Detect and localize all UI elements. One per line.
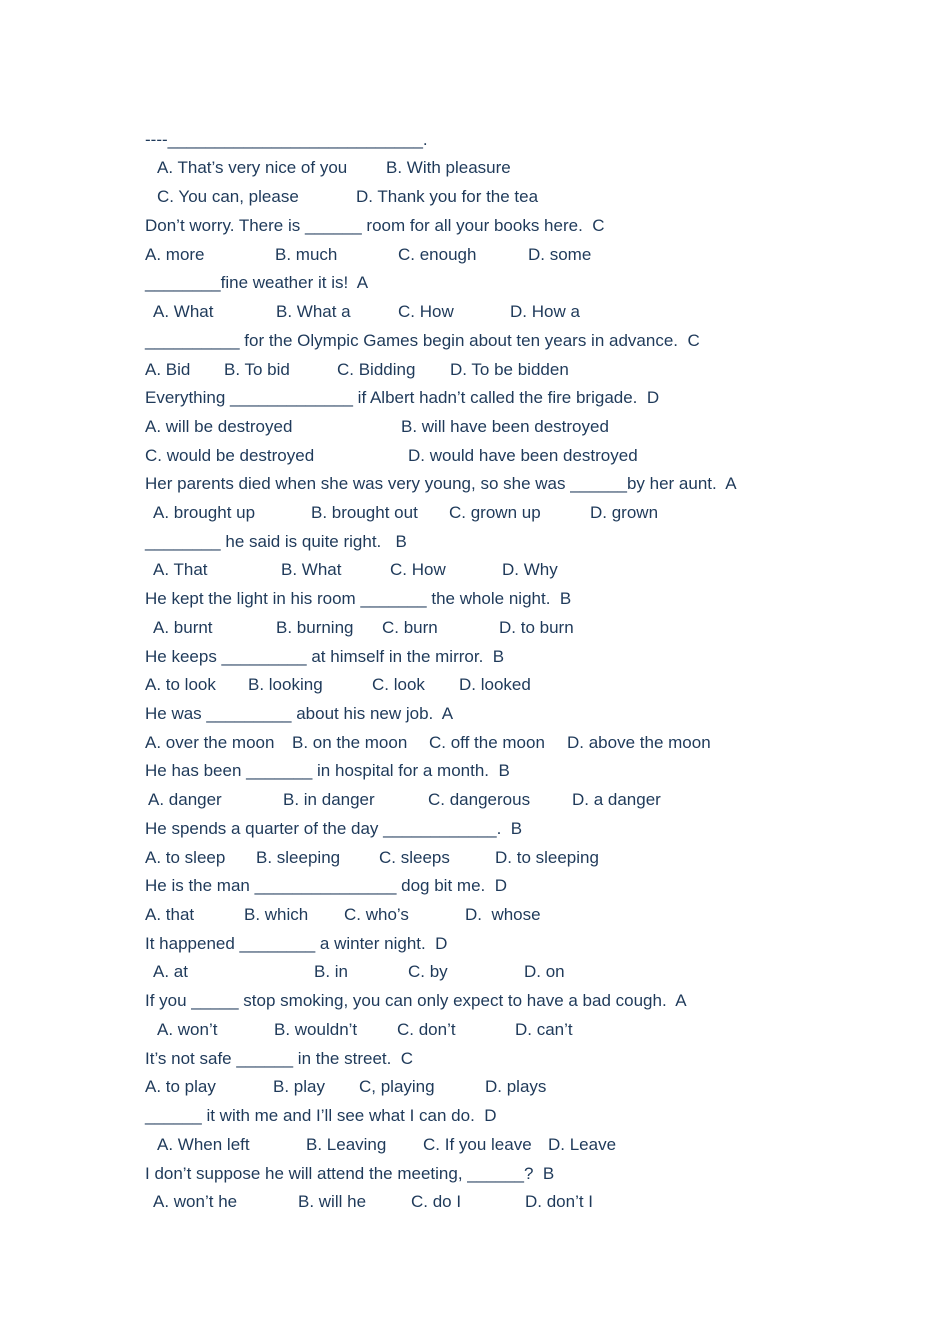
option: D. Thank you for the tea [356,187,539,206]
question-line: He kept the light in his room _______ the whole night. B [145,589,572,608]
option: C. How [398,302,454,321]
question-line: If you _____ stop smoking, you can only expect to have a bad cough. A [145,991,687,1010]
option: B. To bid [224,360,290,379]
option: C. dangerous [428,790,531,809]
option: B. much [275,245,338,264]
option: A. that [145,905,195,924]
option: B. will have been destroyed [401,417,609,436]
option: B. wouldn’t [274,1020,358,1039]
option: B. What a [276,302,351,321]
option: D. can’t [515,1020,573,1039]
option: D. plays [485,1077,547,1096]
option: B. sleeping [256,848,341,867]
option: C. grown up [449,503,541,522]
option: D. above the moon [567,733,711,752]
option: A. won’t [157,1020,218,1039]
question-line: __________ for the Olympic Games begin about ten years in advance. C [145,331,700,350]
question-line: Don’t worry. There is ______ room for all your books here. C [145,216,605,235]
option: D. whose [465,905,541,924]
question-line: ________ he said is quite right. B [145,532,407,551]
question-line: He was _________ about his new job. A [145,704,454,723]
question-line: He keeps _________ at himself in the mirror. B [145,647,505,666]
answer-options [0,1192,594,1312]
option: A. brought up [153,503,256,522]
option: D. on [524,962,565,981]
question-line: ________fine weather it is! A [145,273,369,292]
option: A. Bid [145,360,191,379]
option: C. look [372,675,425,694]
question-line: ______ it with me and I’ll see what I can do. D [145,1106,497,1125]
option: C, playing [359,1077,435,1096]
option: C. off the moon [429,733,545,752]
option: A. When left [157,1135,250,1154]
option: A. That [153,560,208,579]
option: C. who’s [344,905,409,924]
option: D. grown [590,503,659,522]
option: C. enough [398,245,477,264]
option: A. at [153,962,188,981]
option: B. play [273,1077,325,1096]
option: D. looked [459,675,531,694]
option: A. danger [148,790,222,809]
option: C. If you leave [423,1135,532,1154]
option: D. to sleeping [495,848,599,867]
option: A. to play [145,1077,216,1096]
option: C. do I [411,1192,462,1211]
option: A. more [145,245,205,264]
option: D. How a [510,302,580,321]
option: B. in danger [283,790,375,809]
question-line: ----___________________________. [145,130,428,149]
option: C. How [390,560,446,579]
question-line: He spends a quarter of the day ____________. B [145,819,523,838]
option: C. by [408,962,448,981]
option: D. some [528,245,592,264]
option: D. would have been destroyed [408,446,638,465]
option: D. Leave [548,1135,617,1154]
option: C. sleeps [379,848,450,867]
option: B. What [281,560,342,579]
option: A. That’s very nice of you [157,158,348,177]
option: B. Leaving [306,1135,387,1154]
question-line: It happened ________ a winter night. D [145,934,448,953]
question-line: I don’t suppose he will attend the meeting, ______? B [145,1164,555,1183]
option: A. burnt [153,618,213,637]
option: B. in [314,962,349,981]
option: A. won’t he [153,1192,238,1211]
option: B. will he [298,1192,367,1211]
option: B. burning [276,618,354,637]
option: B. brought out [311,503,418,522]
question-line: He has been _______ in hospital for a month. B [145,761,510,780]
option: D. a danger [572,790,661,809]
option: A. to sleep [145,848,226,867]
option: B. which [244,905,309,924]
option: C. would be destroyed [145,446,315,465]
question-line: Everything _____________ if Albert hadn’t called the fire brigade. D [145,388,660,407]
option: A. will be destroyed [145,417,293,436]
option: A. to look [145,675,216,694]
option: C. burn [382,618,438,637]
option: B. With pleasure [386,158,511,177]
option: C. don’t [397,1020,456,1039]
question-line: It’s not safe ______ in the street. C [145,1049,414,1068]
question-line: Her parents died when she was very young, so she was ______by her aunt. A [145,474,737,493]
option: B. looking [248,675,323,694]
option: D. To be bidden [450,360,569,379]
option: D. to burn [499,618,574,637]
option: D. don’t I [525,1192,594,1211]
option: A. over the moon [145,733,275,752]
option: B. on the moon [292,733,408,752]
option: C. You can, please [157,187,299,206]
question-line: He is the man _______________ dog bit me. D [145,876,507,895]
option: C. Bidding [337,360,416,379]
option: A. What [153,302,214,321]
option: D. Why [502,560,558,579]
